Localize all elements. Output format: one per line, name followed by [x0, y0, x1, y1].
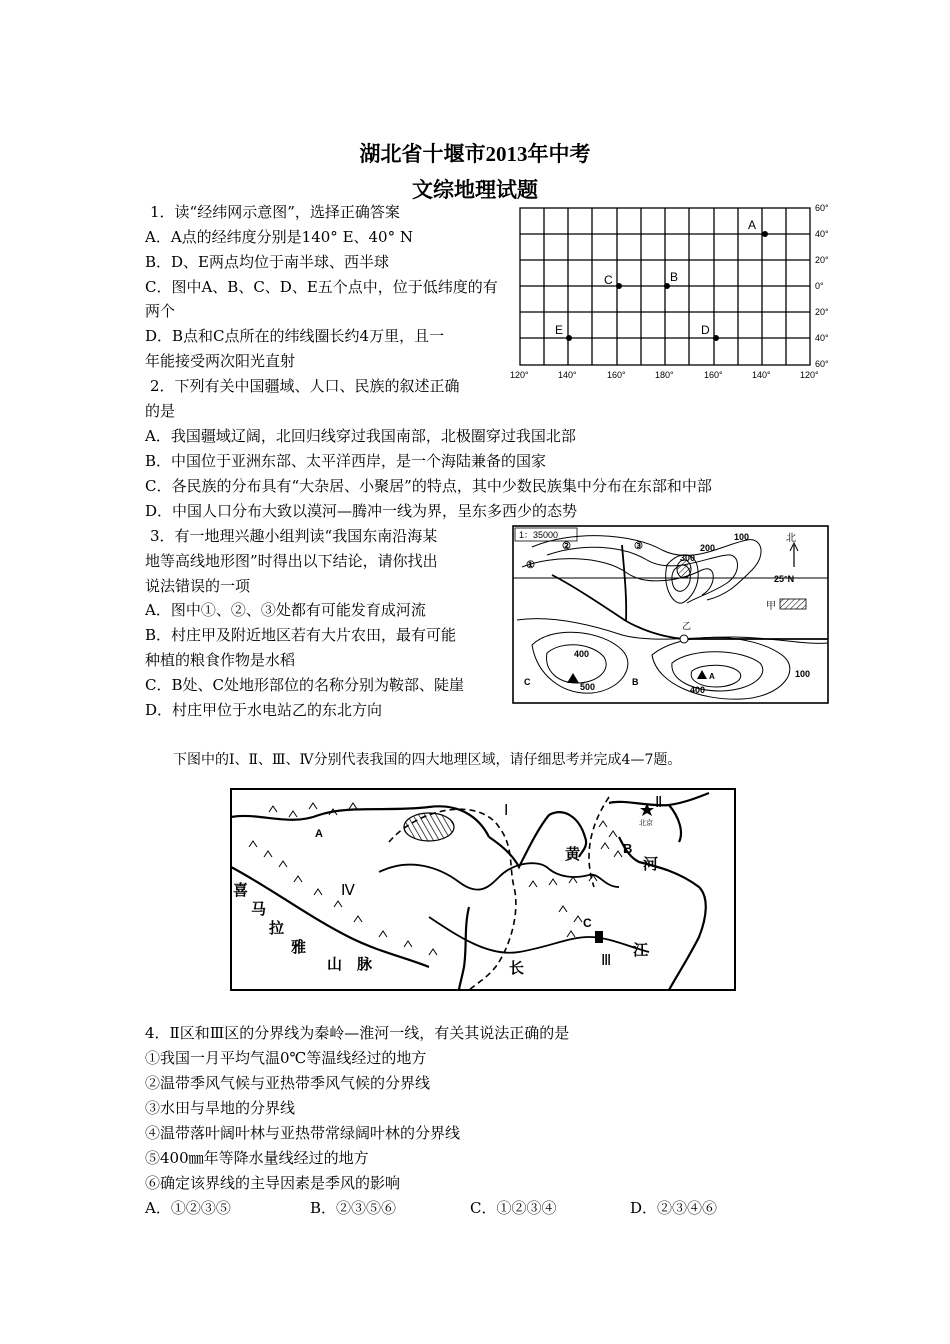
point-e-label: E [555, 323, 564, 337]
lat-label: 60° [815, 203, 829, 213]
page-subtitle: 文综地理试题 [412, 178, 538, 202]
q2-option-b: B．中国位于亚洲东部、太平洋西岸，是一个海陆兼备的国家 [145, 452, 547, 470]
q2-option-a: A．我国疆域辽阔，北回归线穿过我国南部，北极圈穿过我国北部 [145, 427, 576, 445]
q1-stem: 1．读“经纬网示意图”，选择正确答案 [150, 203, 400, 221]
point-a-label: A [748, 218, 757, 232]
mountain-char: 拉 [269, 920, 285, 937]
q3-option-d: D．村庄甲位于水电站乙的东北方向 [145, 701, 383, 719]
capital-label: 北京 [639, 820, 653, 827]
china-region-map-figure [229, 787, 737, 996]
lon-label: 120° [800, 370, 819, 380]
contour-label: 400 [574, 649, 590, 659]
lon-label: 180° [655, 370, 674, 380]
region-label-iv: Ⅳ [341, 882, 355, 899]
contour-label: 100 [734, 532, 750, 542]
page-title: 湖北省十堰市2013年中考 [359, 142, 591, 166]
q4-statement-2: ②温带季风气候与亚热带季风气候的分界线 [145, 1074, 431, 1092]
lon-label: 120° [510, 370, 529, 380]
point-c-marker [616, 283, 622, 289]
q4-statement-3: ③水田与旱地的分界线 [145, 1099, 296, 1117]
q4-statement-6: ⑥确定该界线的主导因素是季风的影响 [145, 1174, 401, 1192]
lat-label: 40° [815, 229, 829, 239]
yellow-river-char: 河 [643, 856, 659, 873]
point-b-label: B [670, 270, 679, 284]
q2-stem-cont: 的是 [145, 402, 176, 420]
yangtze-char: 长 [509, 960, 525, 977]
map-point-b: B [623, 841, 633, 856]
q4-answer-c: C．①②③④ [470, 1199, 557, 1217]
contour-label: C [524, 677, 531, 687]
lon-label: 140° [558, 370, 577, 380]
q3-stem: 3．有一地理兴趣小组判读“我国东南沿海某 [150, 527, 438, 545]
q1-option-a: A．A点的经纬度分别是140° E、40° N [145, 228, 413, 246]
contour-label: A [709, 672, 715, 681]
q3-option-c: C．B处、C处地形部位的名称分别为鞍部、陡崖 [145, 676, 464, 694]
q1-option-d-cont: 年能接受两次阳光直射 [145, 352, 296, 370]
yellow-river-char: 黄 [565, 846, 581, 863]
lat-label: 20° [815, 255, 829, 265]
q2-option-d: D．中国人口分布大致以漠河—腾冲一线为界，呈东多西少的态势 [145, 502, 578, 520]
q4-statement-1: ①我国一月平均气温0℃等温线经过的地方 [145, 1049, 427, 1067]
contour-label: 400 [690, 685, 706, 695]
q4-answer-d: D．②③④⑥ [630, 1199, 718, 1217]
latitude-label: 25°N [774, 574, 795, 584]
contour-label: B [632, 677, 639, 687]
q2-option-c: C．各民族的分布具有“大杂居、小聚居”的特点，其中少数民族集中分布在东部和中部 [145, 477, 712, 495]
q4-answer-a: A．①②③⑤ [145, 1199, 231, 1217]
q3-stem-cont: 地等高线地形图”时得出以下结论，请你找出 [145, 552, 438, 570]
contour-map-figure [512, 525, 830, 709]
q4-answer-b: B．②③⑤⑥ [310, 1199, 397, 1217]
map-point-c: C [583, 916, 592, 930]
contour-label: 200 [700, 543, 716, 553]
north-arrow-label: 北 [786, 533, 796, 544]
section-intro: 下图中的Ⅰ、Ⅱ、Ⅲ、Ⅳ分别代表我国的四大地理区域，请仔细思考并完成4—7题。 [173, 752, 682, 768]
lat-label: 0° [815, 281, 824, 291]
contour-label: 300 [680, 553, 696, 563]
graticule-figure [508, 198, 838, 387]
lon-label: 140° [752, 370, 771, 380]
lat-label: 20° [815, 307, 829, 317]
village-legend-label: 甲 [766, 601, 776, 612]
q3-stem-cont2: 说法错误的一项 [145, 577, 251, 595]
point-a-marker [762, 231, 768, 237]
contour-label: ① [526, 560, 535, 571]
contour-label: 500 [580, 682, 596, 692]
point-d-label: D [701, 323, 710, 337]
contour-label: ② [562, 541, 571, 552]
yangtze-char: 江 [633, 942, 649, 959]
mountain-char: 脉 [357, 956, 373, 973]
mountain-char: 马 [251, 901, 267, 918]
mountain-char: 喜 [233, 882, 249, 899]
point-d-marker [713, 335, 719, 341]
q3-option-b-cont: 种植的粮食作物是水稻 [145, 651, 296, 669]
contour-label: ③ [634, 541, 643, 552]
map-point-a: A [315, 828, 323, 840]
q4-stem: 4．Ⅱ区和Ⅲ区的分界线为秦岭—淮河一线，有关其说法正确的是 [145, 1024, 570, 1042]
mountain-char: 山 [327, 956, 343, 973]
q2-stem: 2．下列有关中国疆域、人口、民族的叙述正确 [150, 377, 460, 395]
lon-label: 160° [704, 370, 723, 380]
q1-option-c-cont: 两个 [145, 302, 176, 320]
lat-label: 40° [815, 333, 829, 343]
region-label-ii: Ⅱ [655, 794, 663, 811]
q3-option-a: A．图中①、②、③处都有可能发育成河流 [145, 601, 426, 619]
region-label-i: Ⅰ [504, 802, 509, 819]
contour-label: 100 [795, 669, 811, 679]
map-scale: 1：35000 [519, 530, 559, 540]
region-label-iii: Ⅲ [601, 952, 612, 969]
q4-statement-5: ⑤400㎜年等降水量线经过的地方 [145, 1149, 369, 1167]
lat-label: 60° [815, 359, 829, 369]
q1-option-b: B．D、E两点均位于南半球、西半球 [145, 253, 390, 271]
point-e-marker [566, 335, 572, 341]
mountain-char: 雅 [291, 939, 307, 956]
lon-label: 160° [607, 370, 626, 380]
q4-statement-4: ④温带落叶阔叶林与亚热带常绿阔叶林的分界线 [145, 1124, 461, 1142]
q1-option-d: D．B点和C点所在的纬线圈长约4万里，且一 [145, 327, 445, 345]
point-c-label: C [604, 273, 613, 287]
q1-option-c: C．图中A、B、C、D、E五个点中，位于低纬度的有 [145, 278, 498, 296]
q3-option-b: B．村庄甲及附近地区若有大片农田，最有可能 [145, 626, 457, 644]
station-label: 乙 [682, 621, 692, 631]
